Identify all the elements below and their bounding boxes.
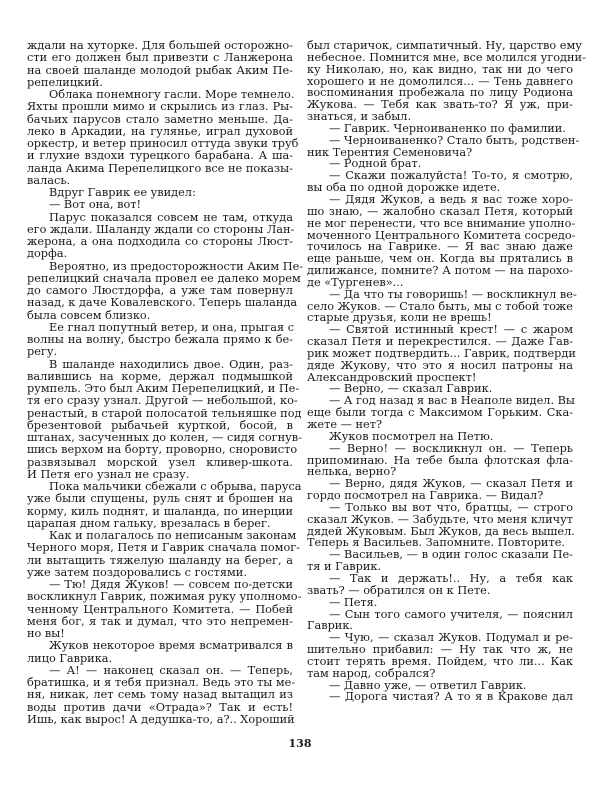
text-line: репелицкий сначала провел ее далеко морем — [27, 271, 301, 285]
text-line: воды против дачи «Отрада»? Так и есть! — [27, 700, 293, 714]
text-line: был старичок, симпатичный. Ну, царство ему — [307, 39, 582, 52]
text-line: уже затем поздоровались с гостями. — [27, 565, 247, 579]
text-line: звать? — обратился он к Пете. — [307, 583, 491, 597]
text-line: — Дорога чистая? А то я в Кракове дал — [329, 690, 573, 704]
text-line: — Петя. — [329, 595, 378, 609]
text-line: Ишь, как вырос! А дедушка-то, а?.. Хороший — [27, 712, 295, 726]
text-line: Жуков посмотрел на Петю. — [329, 429, 494, 443]
paragraph — [307, 39, 586, 124]
text-line: еще раньше, чем он. Когда вы прятались в — [307, 252, 573, 266]
text-line: — А! — наконец сказал он. — Теперь, — [49, 663, 293, 677]
text-line: — Верно! — воскликнул он. — Теперь — [329, 441, 573, 455]
paragraph — [307, 573, 573, 597]
text-column-left — [27, 39, 304, 726]
text-line: — Так и держать!.. Ну, а тебя как — [329, 571, 573, 585]
paragraph — [27, 199, 293, 211]
text-line: назад, к даче Ковалевского. Теперь шаланда — [27, 296, 298, 310]
text-line: припоминаю. На тебе была флотская фла- — [307, 453, 573, 467]
paragraph — [307, 691, 573, 703]
text-line: штанах, засученных до колен, — сидя согнув- — [27, 431, 302, 444]
text-line: жерона, а она подходила со стороны Люст- — [27, 235, 293, 248]
text-line: шительно прибавил: — Ну так что ж, не — [307, 643, 573, 657]
text-line: оркестр, и ветер приносил оттуда звуки труб — [27, 137, 299, 150]
text-line: Теперь я Васильев. Запомните. Повторите. — [307, 536, 565, 550]
text-line: нелька, верно? — [307, 465, 397, 479]
text-line: жете — нет? — [307, 418, 383, 431]
text-line: Пока мальчики сбежали с обрыва, паруса — [49, 480, 302, 493]
text-line: Облака понемногу гасли. Море темнело. — [49, 88, 295, 101]
text-line: Ее гнал попутный ветер, и она, прыгая с — [49, 320, 295, 334]
text-line: леко в Аркадии, на гулянье, играл духовой — [27, 124, 293, 138]
text-line: И Петя его узнал не сразу. — [27, 467, 190, 481]
text-line: развязывал морской узел кливер-шкота. — [27, 455, 293, 469]
text-line: Вдруг Гаврик ее увидел: — [49, 186, 196, 199]
text-line: — Гаврик. Черноиваненко по фамилии. — [329, 121, 566, 135]
text-line: небесное. Помнится мне, все молился угодни- — [307, 50, 586, 64]
text-line: В шаланде находились двое. Один, раз- — [49, 357, 293, 371]
text-line: тя и Гаврик. — [307, 560, 382, 574]
text-line: воспоминания пробежала по лицу Родиона — [307, 86, 573, 100]
text-line: гордо посмотрел на Гаврика. — Видал? — [307, 489, 544, 503]
text-line: румпель. Это был Аким Перепелицкий, и Пе- — [27, 382, 300, 395]
text-line: на своей шаланде молодой рыбак Аким Пе- — [27, 63, 293, 77]
text-line: не мог перенести, что все внимание уполно- — [307, 216, 576, 230]
paragraph — [307, 123, 573, 135]
paragraph — [307, 431, 573, 443]
text-line: Черного моря, Петя и Гаврик сначала помог- — [27, 541, 300, 555]
paragraph — [27, 88, 299, 187]
text-line: — Вот она, вот! — [49, 198, 142, 212]
text-line: — Святой истинный крест! — с жаром — [329, 323, 573, 337]
text-line: шись верхом на борту, проворно, сноровисто — [27, 443, 298, 457]
paragraph — [307, 549, 573, 573]
paragraph — [307, 395, 573, 431]
text-line: знаться, и забыл. — [307, 110, 412, 124]
text-line: Гаврик. — [307, 619, 353, 633]
text-line: была совсем близко. — [27, 308, 151, 322]
text-line: бачьих парусов стало заметно меньше. Да- — [27, 112, 293, 126]
text-line: ку Николаю, но, как видно, так ни до чего — [307, 62, 573, 76]
text-line: — Верно, дядя Жуков, — сказал Петя и — [329, 477, 573, 491]
paragraph — [27, 578, 302, 640]
text-line: шо знаю, — жалобно сказал Петя, который — [307, 204, 573, 218]
text-line: дяде Жукову, что это я носил патроны на — [307, 358, 573, 372]
paragraph — [27, 480, 302, 530]
page-number: 138 — [288, 737, 312, 750]
text-line: сти его должен был привезти с Ланжерона — [27, 51, 293, 65]
paragraph — [27, 40, 293, 89]
text-line: дорфа. — [27, 247, 68, 261]
text-line: точилось на Гаврике. — Я вас знаю даже — [307, 240, 573, 254]
paragraph — [27, 357, 302, 482]
text-line: — Только вы вот что, братцы, — строго — [329, 500, 573, 514]
paragraph — [27, 663, 296, 726]
text-line: его ждали. Шаланду ждали со стороны Лан- — [27, 222, 295, 236]
text-line: — Тю! Дядя Жуков! — совсем по-детски — [49, 578, 293, 591]
text-line: Яхты прошли мимо и скрылись из глаз. Ры- — [27, 100, 293, 114]
text-line: уже были спущены, руль снят и брошен на — [27, 492, 293, 506]
text-line: лицо Гаврика. — [27, 651, 113, 665]
text-line: репелицкий. — [27, 75, 103, 89]
text-line: — Дядя Жуков, а ведь я вас тоже хоро- — [329, 192, 573, 206]
text-line: сказал Жуков. — Забудьте, что меня кличут — [307, 512, 573, 526]
text-line: и глухие вздохи турецкого барабана. А ша- — [27, 149, 293, 163]
text-line: Вероятно, из предосторожности Аким Пе- — [49, 259, 304, 273]
text-line: — Черноиваненко? Стало быть, родствен- — [329, 133, 580, 147]
text-line: валась. — [27, 173, 71, 187]
text-line: дядей Жуковым. Был Жуков, да весь вышел. — [307, 524, 575, 538]
text-line: царапая дном гальку, врезалась в берег. — [27, 516, 271, 530]
text-line: ченному Центрального Комитета. — Побей — [27, 602, 293, 616]
paragraph — [27, 640, 293, 665]
text-line: меня бог, я так и думал, что это непремен- — [27, 614, 293, 628]
text-line: стоит терять время. Пойдем, что ли... Как — [307, 654, 573, 668]
text-line: валившись на корме, держал подмышкой — [27, 369, 293, 383]
text-line: — Сын того самого учителя, — пояснил — [329, 607, 573, 621]
text-line: Как и полагалось по неписаным законам — [49, 529, 297, 542]
paragraph — [27, 259, 304, 322]
paragraph — [307, 478, 573, 502]
text-line: — Верно, — сказал Гаврик. — [329, 382, 493, 396]
text-line: старые друзья, коли не врешь! — [307, 311, 492, 325]
text-line: село Жуков. — Стало быть, мы с тобой тоже — [307, 299, 573, 313]
text-line: там народ, собрался? — [307, 666, 436, 680]
text-line: — Да что ты говоришь! — воскликнул ве- — [329, 287, 577, 301]
text-line: — А год назад я вас в Неаполе видел. Вы — [329, 394, 575, 408]
text-line: корму, киль поднят, и шаланда, по инерции — [27, 504, 293, 518]
text-line: — Скажи пожалуйста! То-то, я смотрю, — [329, 169, 573, 183]
text-line: братишка, и я тебя признал. Ведь это ты ме- — [27, 676, 296, 689]
text-line: но вы! — [27, 627, 65, 640]
text-line: еще были тогда с Максимом Горьким. Ска- — [307, 406, 573, 420]
text-line: — Васильев, — в один голос сказали Пе- — [329, 548, 573, 562]
text-line: волны на волну, быстро бежала прямо к бе- — [27, 333, 293, 346]
paragraph — [307, 133, 580, 159]
text-line: — Давно уже, — ответил Гаврик. — [329, 678, 527, 692]
text-line: рик может подтвердить... Гаврик, подтверди — [307, 346, 576, 360]
text-line: тя его сразу узнал. Другой — небольшой, ко- — [27, 394, 298, 408]
text-line: Александровский проспект! — [307, 370, 477, 384]
text-line: моченного Центрального Комитета сосредо- — [307, 228, 576, 242]
text-line: вы оба по одной дорожке идете. — [307, 181, 501, 195]
text-line: хорошего и не домолился... — Тень давнего — [307, 74, 573, 88]
text-line: — Чую, — сказал Жуков. Подумал и ре- — [329, 631, 573, 645]
paragraph — [27, 529, 300, 579]
paragraph — [307, 609, 573, 633]
paragraph — [27, 322, 293, 359]
paragraph — [307, 443, 573, 479]
paragraph — [307, 192, 576, 289]
text-line: Парус показался совсем не там, откуда — [49, 210, 293, 224]
paragraph — [307, 170, 573, 194]
text-line: до самого Люстдорфа, а уже там повернул — [27, 284, 293, 297]
paragraph — [307, 323, 576, 384]
text-line: ренастый, в старой полосатой тельняшке под — [27, 406, 302, 420]
paragraph — [307, 287, 577, 325]
paragraph — [307, 632, 573, 679]
text-line: де «Тургенев»... — [307, 275, 404, 289]
text-line: Жуков некоторое время всматривался в — [49, 639, 293, 653]
text-line: сказал Петя и перекрестился. — Даже Гав- — [307, 335, 573, 349]
text-column-right — [307, 39, 586, 704]
paragraph — [27, 212, 293, 261]
text-line: — Родной брат. — [329, 157, 422, 171]
text-line: ланда Акима Перепелицкого все не показы- — [27, 161, 293, 175]
paragraph — [307, 502, 573, 549]
text-line: ли вытащить тяжелую шаланду на берег, а — [27, 553, 293, 567]
text-line: ня, никак, лет семь тому назад вытащил из — [27, 688, 293, 702]
text-line: воскликнул Гаврик, пожимая руку уполномо- — [27, 590, 302, 604]
text-line: регу. — [27, 345, 58, 359]
paragraph — [307, 597, 573, 609]
text-line: ник Терентия Семеновича? — [307, 145, 473, 159]
text-line: ждали на хуторке. Для большей осторожно- — [27, 39, 293, 52]
text-line: брезентовой рыбачьей курткой, босой, в — [27, 418, 293, 432]
text-line: Жукова. — Тебя как звать-то? Я уж, при- — [307, 98, 573, 112]
text-line: дилижансе, помните? А потом — на парохо- — [307, 264, 573, 278]
